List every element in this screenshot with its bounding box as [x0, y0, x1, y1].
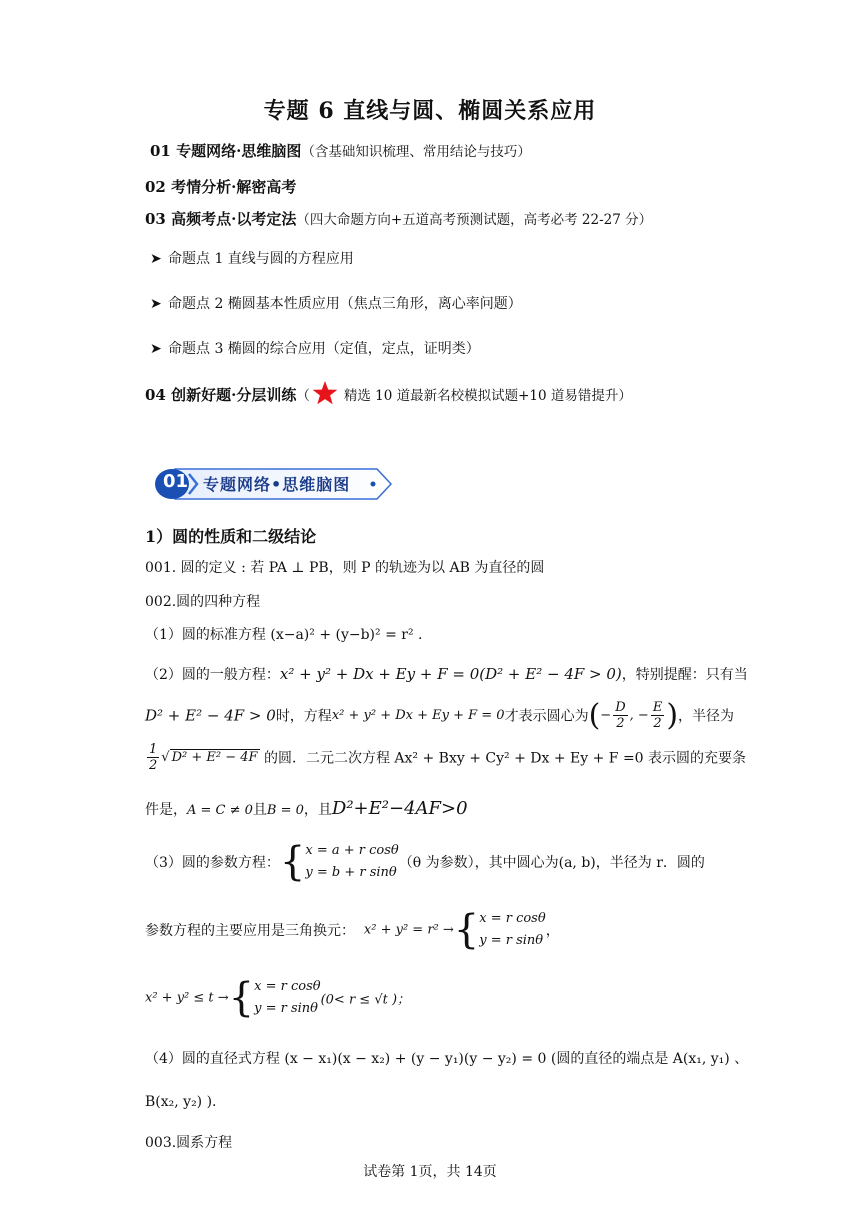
- parametric-application: 参数方程的主要应用是三角换元： x² + y² = r² →{ x = r cosθ y = r sinθ ，: [145, 907, 560, 953]
- inequality-substitution: x² + y² ≤ t →{ x = r cosθ y = r sinθ (0< r ≤ √t )；: [145, 975, 411, 1021]
- arrow-bullet-icon: ➤: [150, 251, 162, 267]
- fraction-e: $\frac{E}{2}$: [652, 700, 663, 731]
- condition-line: 件是，A = C ≠ 0且B = 0，且D²+E²−4AF>0: [145, 798, 468, 819]
- arrow-bullet-icon: ➤: [150, 341, 162, 357]
- paragraph-002: 002.圆的四种方程: [145, 594, 261, 610]
- page-title: 专题 6 直线与圆、椭圆关系应用: [263, 98, 597, 124]
- equation-radius-line: $\frac{1}{2}$ √ D² + E² − 4F 的圆．二元二次方程 Ax² + Bxy + Cy² + Dx + Ey + F =0 表示圆的充要条: [149, 742, 747, 773]
- toc-point-1: ➤ 命题点 1 直线与圆的方程应用: [150, 251, 354, 267]
- equation-diameter: （4）圆的直径式方程 (x − x₁)(x − x₂) + (y − y₁)(y − y₂) = 0 (圆的直径的端点是 A(x₁, y₁) 、: [145, 1051, 749, 1067]
- equation-parametric: （3）圆的参数方程：{ x = a + r cosθ y = b + r sinθ （θ 为参数），其中圆心为(a, b)，半径为 r．圆的: [145, 839, 705, 885]
- page-footer: 试卷第 1页，共 14页: [363, 1164, 497, 1180]
- red-star-icon: [312, 380, 338, 410]
- fraction-d: $\frac{D}{2}$: [615, 700, 626, 731]
- paragraph-003: 003.圆系方程: [145, 1135, 233, 1151]
- equation-general: （2）圆的一般方程：x² + y² + Dx + Ey + F = 0(D² + E² − 4F > 0)，特别提醒：只有当: [145, 665, 748, 683]
- section-heading: 1）圆的性质和二级结论: [145, 527, 317, 546]
- equation-diameter-end: B(x₂, y₂) ).: [145, 1094, 217, 1110]
- arrow-bullet-icon: ➤: [150, 296, 162, 312]
- fraction-half: $\frac{1}{2}$: [149, 742, 158, 773]
- toc-item-3: 03 高频考点·以考定法（四大命题方向+五道高考预测试题，高考必考 22-27 分）: [145, 210, 653, 228]
- section-banner: [155, 466, 395, 506]
- toc-point-3: ➤ 命题点 3 椭圆的综合应用（定值，定点，证明类）: [150, 341, 480, 357]
- toc-point-2: ➤ 命题点 2 椭圆基本性质应用（焦点三角形，离心率问题）: [150, 296, 522, 312]
- equation-general-condition: D² + E² − 4F > 0时，方程x² + y² + Dx + Ey + F = 0才表示圆心为(− $\frac{D}{2}$ , − $\frac{E}{2}$ )，半径为: [145, 698, 735, 733]
- banner-label: 专题网络•思维脑图: [203, 475, 351, 494]
- toc-item-4: 04 创新好题·分层训练（ 精选 10 道最新名校模拟试题+10 道易错提升）: [145, 380, 632, 410]
- banner-number: 01: [163, 471, 189, 492]
- toc-item-1: 01 专题网络·思维脑图（含基础知识梳理、常用结论与技巧）: [150, 142, 531, 160]
- equation-standard: （1）圆的标准方程 (x−a)² + (y−b)² = r² .: [145, 627, 423, 643]
- paragraph-001: 001. 圆的定义 : 若 PA ⊥ PB，则 P 的轨迹为以 AB 为直径的圆: [145, 560, 545, 576]
- toc-item-2: 02 考情分析·解密高考: [145, 178, 297, 196]
